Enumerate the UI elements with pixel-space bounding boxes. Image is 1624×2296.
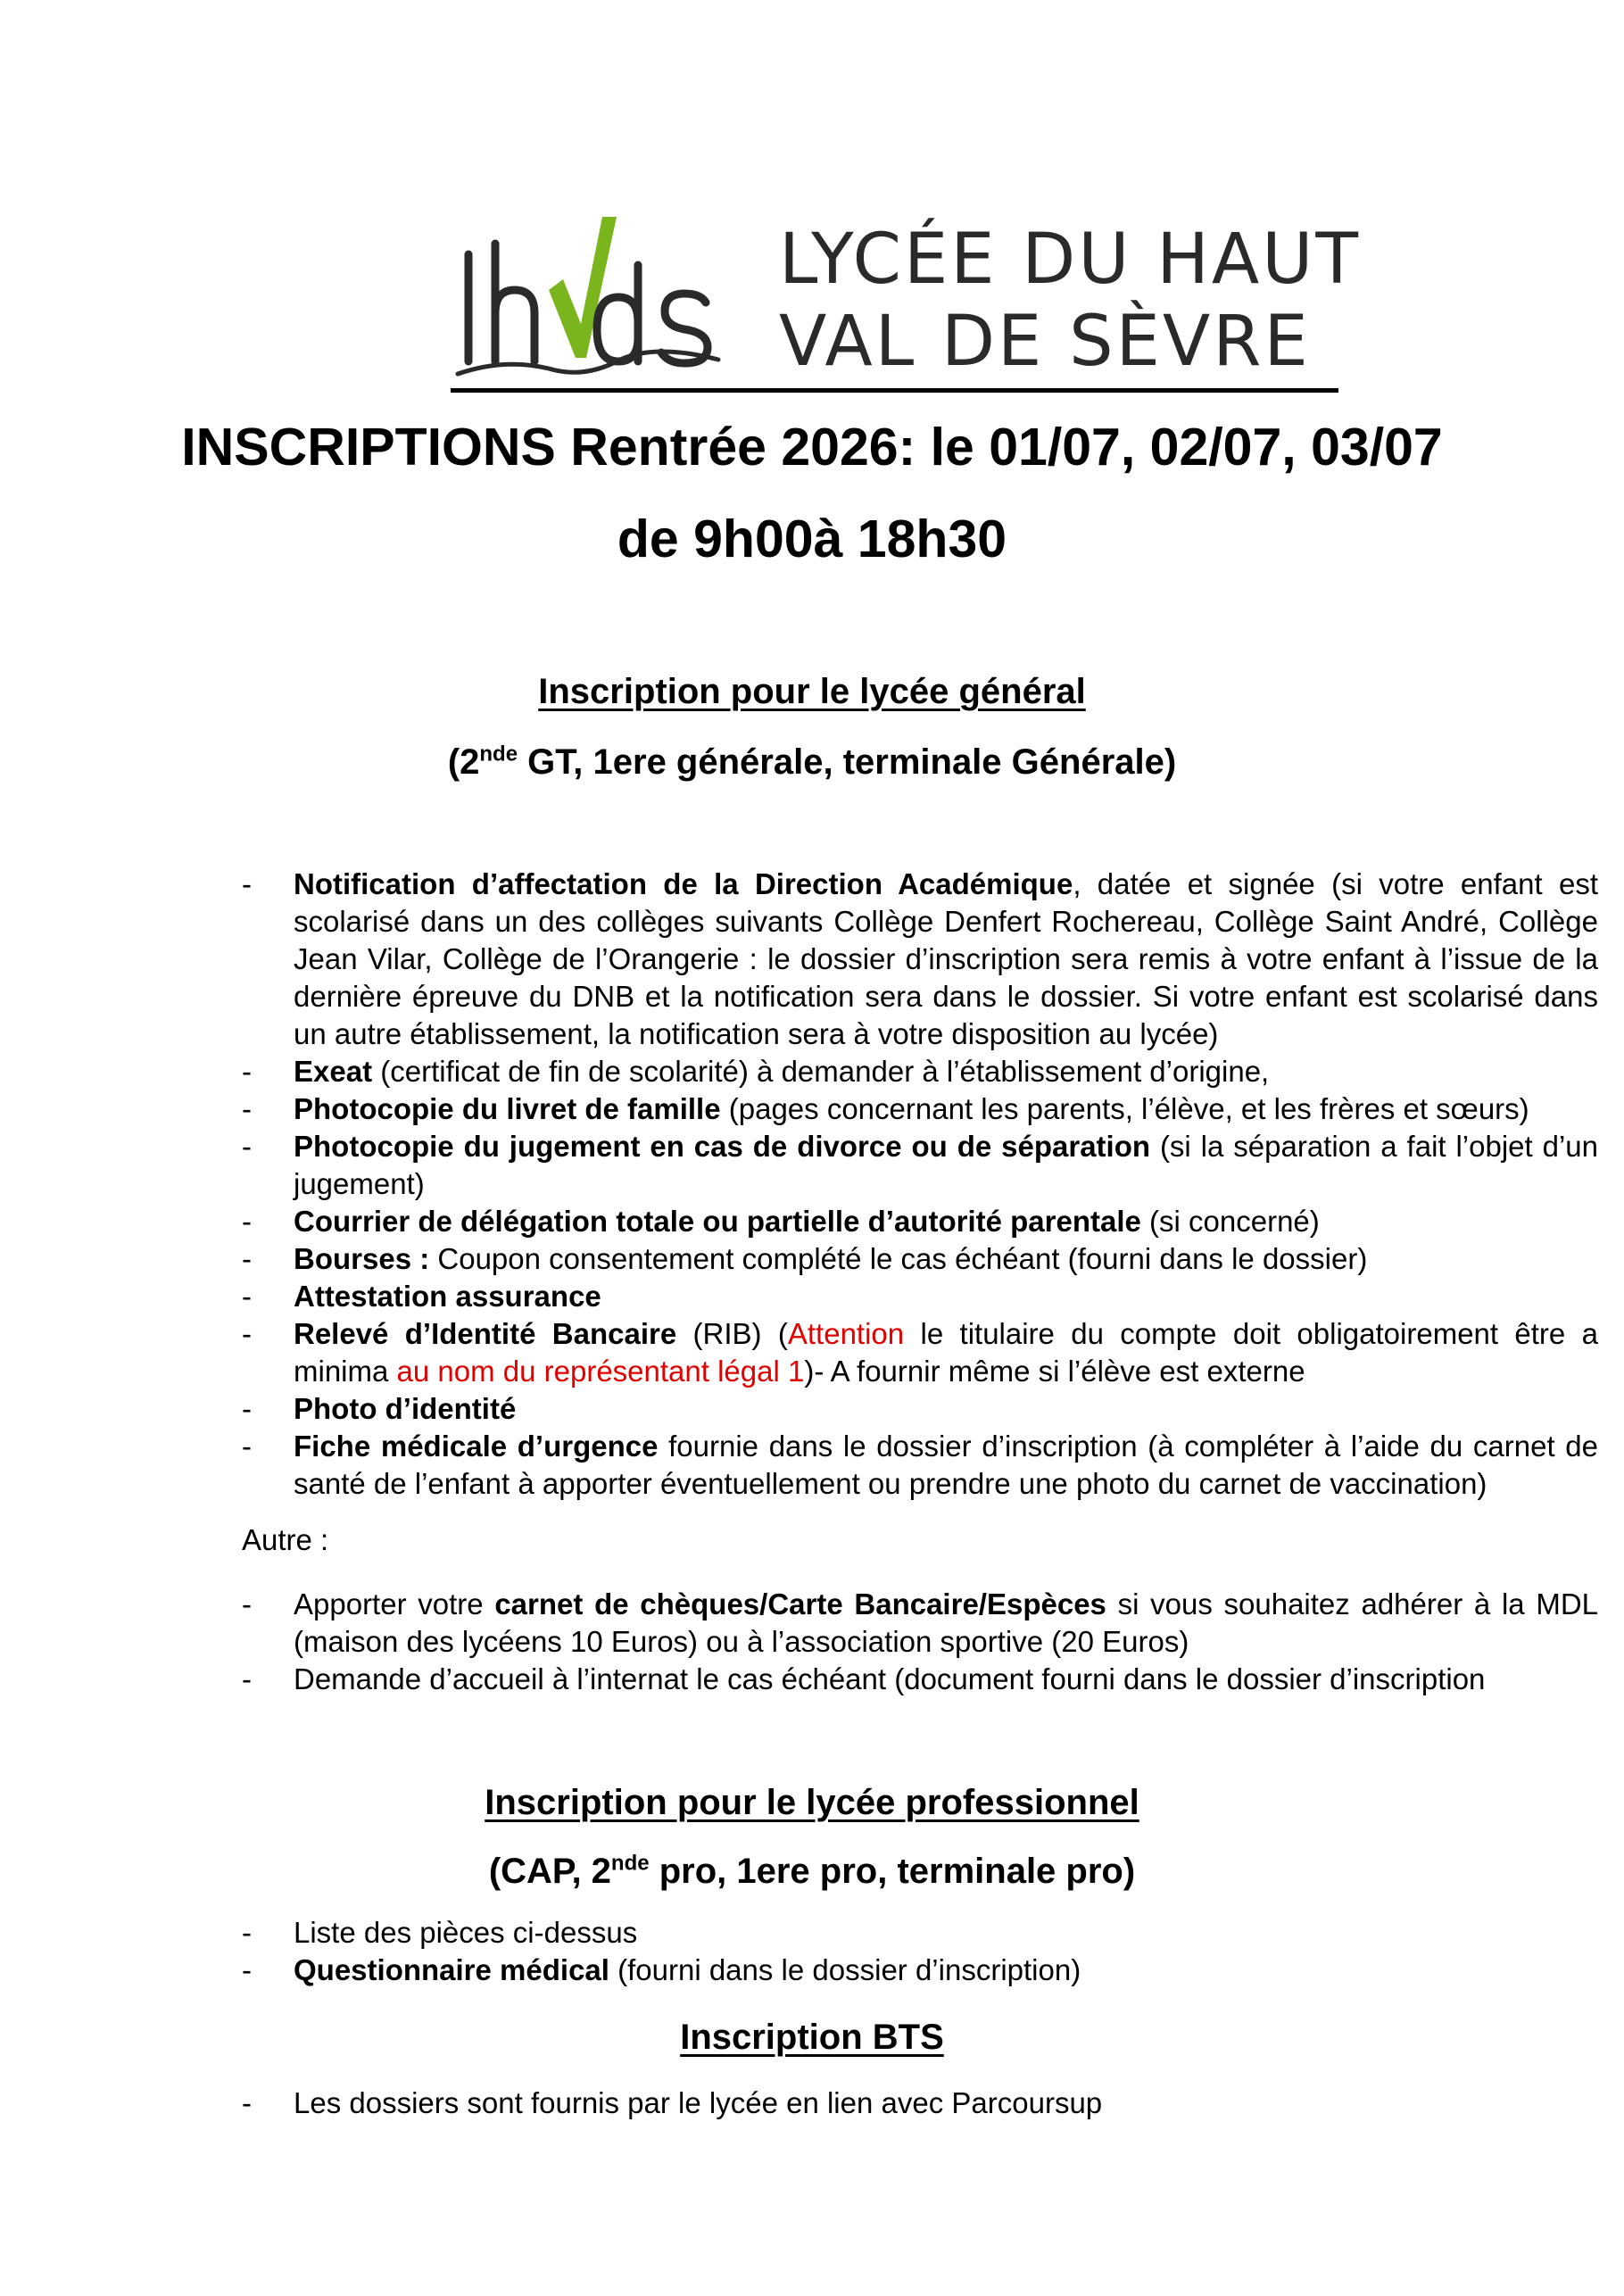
bullet-dash: - [242, 1317, 252, 1350]
list-item [242, 1952, 1598, 1989]
bullet-dash: - [242, 1662, 252, 1695]
list-item [242, 866, 1598, 1053]
list-item [242, 2085, 1598, 2122]
bullet-dash: - [242, 2086, 252, 2119]
item-bold: Exeat [294, 1055, 373, 1088]
sub-rest: pro, 1ere pro, terminale pro) [649, 1852, 1136, 1891]
item-text: (si la séparation a fait l’objet d’un jugement) [294, 1130, 1598, 1200]
item-text: (RIB) ( [676, 1317, 788, 1350]
item-text: )- A fournir même si l’élève est externe [804, 1355, 1305, 1388]
item-bold: Relevé d’Identité Bancaire [294, 1317, 677, 1350]
page-title-line-2: de 9h00à 18h30 [617, 510, 1007, 568]
section-general-heading-text: Inscription pour le lycée général [538, 672, 1086, 711]
school-name-line-2: VAL DE SÈVRE [779, 302, 1311, 382]
general-documents-list [242, 866, 1598, 1503]
bullet-dash: - [242, 1392, 252, 1425]
item-text: Coupon consentement complété le cas échéant (fourni dans le dossier) [429, 1242, 1368, 1275]
other-documents-list [242, 1586, 1598, 1698]
bullet-dash: - [242, 1430, 252, 1463]
bullet-dash: - [242, 1092, 252, 1125]
section-pro-heading-text: Inscription pour le lycée professionnel [485, 1783, 1139, 1822]
bullet-dash: - [242, 1242, 252, 1275]
attention-warning: Attention [787, 1317, 905, 1350]
section-general-subheading [0, 740, 1624, 784]
school-name-line-1: LYCÉE DU HAUT [779, 220, 1361, 300]
item-bold: carnet de chèques/Carte Bancaire/Espèces [494, 1587, 1106, 1620]
item-bold: Photocopie du jugement en cas de divorce ou de séparation [294, 1130, 1151, 1163]
bullet-dash: - [242, 1953, 252, 1986]
item-text: (pages concernant les parents, l’élève, et les frères et sœurs) [720, 1092, 1529, 1125]
section-general-heading [0, 669, 1624, 714]
item-bold: Fiche médicale d’urgence [294, 1430, 659, 1463]
item-text: , datée et signée (si votre enfant est scolarisé dans un des collèges suivants Collège Denfert Rochereau, Collège Saint André, Collège Jean Vilar, Collège de l’Orangerie : le dossier d’inscription sera remis à votre enfant à l’issue de la dernière épreuve du DNB et la notification sera dans le dossier. Si votre enfant est scolarisé dans un autre établissement, la notification sera à votre disposition au lycée) [294, 867, 1598, 1050]
item-text: le titulaire du compte doit obligatoirement être a minima [294, 1317, 1598, 1388]
sub-open: (2 [447, 742, 480, 782]
pro-documents-list [242, 1914, 1598, 1989]
sub-sup: nde [479, 742, 518, 767]
item-text: fournie dans le dossier d’inscription (à compléter à l’aide du carnet de santé de l’enfant à apporter éventuellement ou prendre une photo du carnet de vaccination) [294, 1430, 1598, 1500]
item-bold: Questionnaire médical [294, 1953, 609, 1986]
list-item [242, 1278, 1598, 1315]
item-text: Apporter votre [294, 1587, 495, 1620]
section-bts-heading [0, 2015, 1624, 2060]
item-bold: Attestation assurance [294, 1280, 601, 1313]
legal-representative-warning: au nom du représentant légal 1 [396, 1355, 805, 1388]
list-item [242, 1428, 1598, 1503]
item-text: Liste des pièces ci-dessus [294, 1916, 638, 1949]
bullet-dash: - [242, 1205, 252, 1238]
item-text: (fourni dans le dossier d’inscription) [609, 1953, 1081, 1986]
item-text: si vous souhaitez adhérer à la MDL (maison des lycéens 10 Euros) ou à l’association sportive (20 Euros) [294, 1587, 1598, 1658]
autre-label: Autre : [242, 1523, 329, 1556]
item-text: (si concerné) [1140, 1205, 1320, 1238]
item-bold: Photo d’identité [294, 1392, 517, 1425]
section-bts-heading-text: Inscription BTS [680, 2018, 944, 2057]
item-bold: Courrier de délégation totale ou partielle d’autorité parentale [294, 1205, 1141, 1238]
bullet-dash: - [242, 1055, 252, 1088]
bullet-dash: - [242, 1280, 252, 1313]
school-logo [451, 201, 1361, 393]
item-bold: Bourses : [294, 1242, 430, 1275]
section-pro-heading [0, 1780, 1624, 1825]
item-text: Les dossiers sont fournis par le lycée en lien avec Parcoursup [294, 2086, 1103, 2119]
bullet-dash: - [242, 1130, 252, 1163]
item-text: Demande d’accueil à l’internat le cas échéant (document fourni dans le dossier d’inscription [294, 1662, 1486, 1695]
page-title-line-1: INSCRIPTIONS Rentrée 2026: le 01/07, 02/07, 03/07 [181, 418, 1443, 477]
sub-sup: nde [610, 1851, 650, 1876]
school-name [779, 219, 1361, 383]
list-item [242, 1128, 1598, 1203]
bullet-dash: - [242, 1587, 252, 1620]
list-item [242, 1203, 1598, 1240]
item-bold: Photocopie du livret de famille [294, 1092, 721, 1125]
list-item [242, 1914, 1598, 1952]
list-item [242, 1586, 1598, 1661]
bullet-dash: - [242, 867, 252, 900]
list-item [242, 1661, 1598, 1698]
item-text: (certificat de fin de scolarité) à demander à l’établissement d’origine, [372, 1055, 1270, 1088]
logo-mark-lhvds [451, 208, 727, 386]
logo-underline [451, 388, 1338, 393]
sub-rest: GT, 1ere générale, terminale Générale) [518, 742, 1177, 782]
list-item [242, 1390, 1598, 1428]
list-item [242, 1090, 1598, 1128]
section-pro-subheading [0, 1849, 1624, 1894]
bts-documents-list [242, 2085, 1598, 2122]
bullet-dash: - [242, 1916, 252, 1949]
sub-open: (CAP, 2 [488, 1852, 611, 1891]
list-item [242, 1315, 1598, 1390]
list-item [242, 1053, 1598, 1090]
item-bold: Notification d’affectation de la Direction Académique [294, 867, 1073, 900]
list-item [242, 1240, 1598, 1278]
